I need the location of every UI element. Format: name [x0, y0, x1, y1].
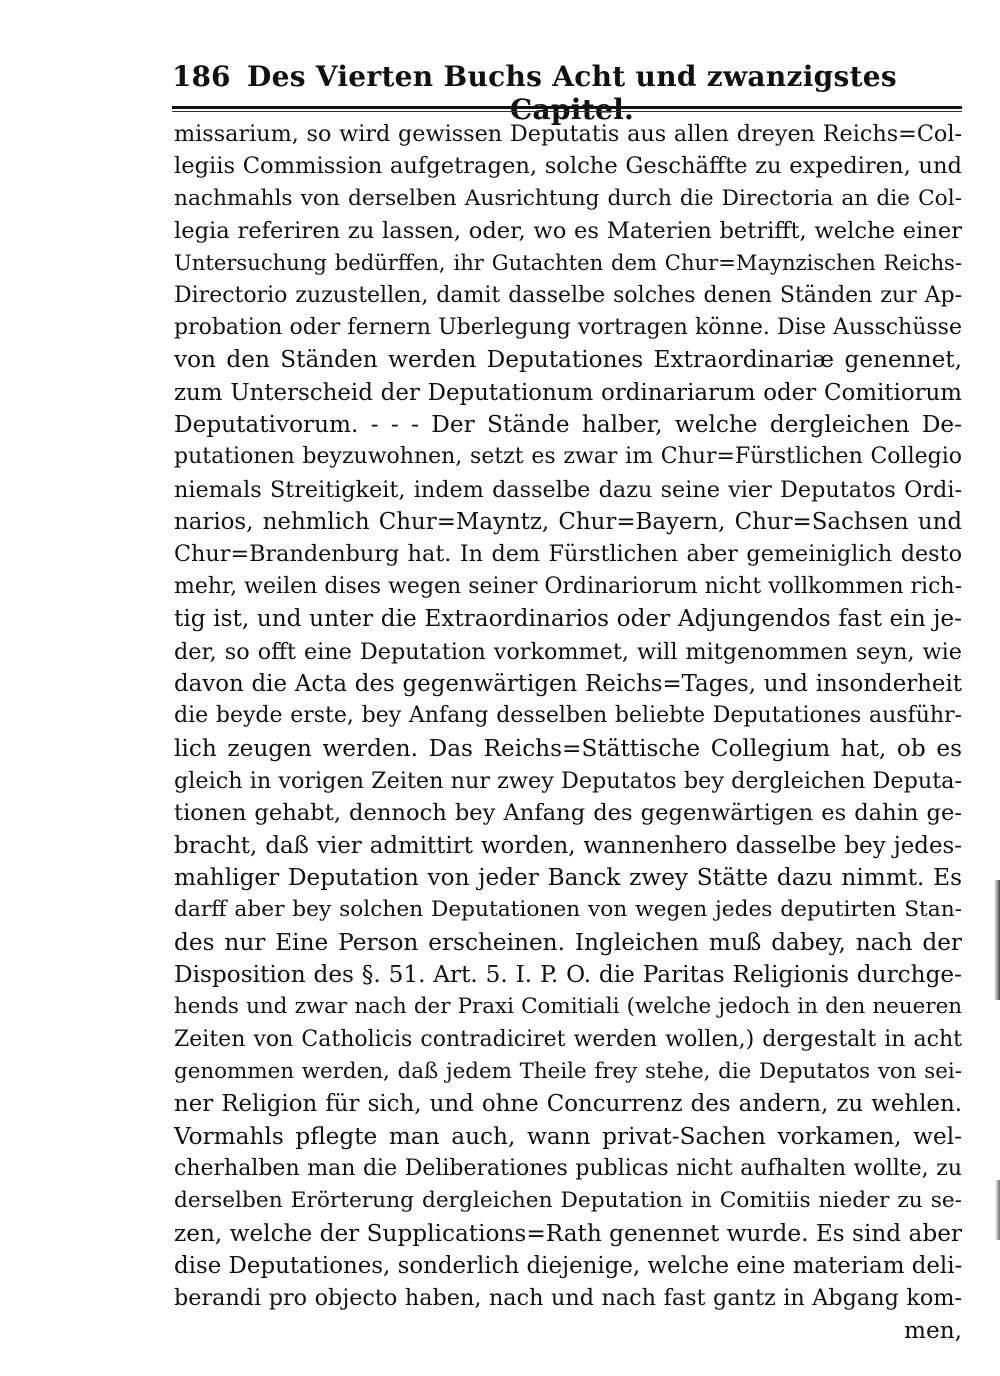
- body-text: [174, 118, 962, 1347]
- text-line: bracht, daß vier admittirt worden, wannenhero dasselbe bey jedes-: [174, 832, 962, 859]
- page-number: 186: [172, 60, 231, 93]
- catchword-line: men,: [903, 1316, 962, 1344]
- text-line: tig ist, und unter die Extraordinarios oder Adjungendos fast ein je-: [174, 605, 962, 633]
- header-rule: [172, 106, 962, 109]
- text-line: zum Unterscheid der Deputationum ordinariarum oder Comitiorum: [174, 379, 962, 406]
- text-line: des nur Eine Person erscheinen. Ingleichen muß dabey, nach der: [174, 928, 962, 956]
- text-line: lich zeugen werden. Das Reichs=Stättische Collegium hat, ob es: [174, 734, 962, 762]
- text-line: tionen gehabt, dennoch bey Anfang des gegenwärtigen es dahin ge-: [174, 800, 962, 827]
- text-line: Directorio zuzustellen, damit dasselbe solches denen Ständen zur Ap-: [174, 282, 962, 308]
- running-head: [172, 60, 962, 126]
- text-line: darff aber bey solchen Deputationen von wegen jedes deputirten Stan-: [174, 897, 962, 923]
- text-line: ner Religion für sich, und ohne Concurrenz des andern, zu wehlen.: [174, 1091, 962, 1118]
- text-line: putationen beyzuwohnen, setzt es zwar im Chur=Fürstlichen Collegio: [174, 444, 962, 470]
- text-line: missarium, so wird gewissen Deputatis aus allen dreyen Reichs=Col-: [174, 121, 962, 147]
- text-line: davon die Acta des gegenwärtigen Reichs=Tages, und insonderheit: [174, 670, 962, 697]
- text-line: Vormahls pflegte man auch, wann privat-Sachen vorkamen, wel-: [174, 1122, 962, 1150]
- text-line: mahliger Deputation von jeder Banck zwey Stätte dazu nimmt. Es: [174, 863, 962, 891]
- text-line: zen, welche der Supplications=Rath genennet wurde. Es sind aber: [174, 1219, 962, 1247]
- text-line: cherhalben man die Deliberationes publicas nicht aufhalten wollte, zu: [174, 1156, 962, 1181]
- text-line: narios, nehmlich Chur=Mayntz, Chur=Bayern, Chur=Sachsen und: [174, 509, 962, 536]
- page-edge-shadow: [994, 880, 1000, 1000]
- text-line: gleich in vorigen Zeiten nur zwey Deputatos bey dergleichen Deputa-: [174, 767, 962, 794]
- text-line: Deputativorum. - - - Der Stände halber, welche dergleichen De-: [174, 411, 962, 439]
- text-line: dise Deputationes, sonderlich diejenige, welche eine materiam deli-: [174, 1253, 963, 1280]
- text-line: mehr, weilen dises wegen seiner Ordinariorum nicht vollkommen rich-: [174, 573, 962, 599]
- text-line: die beyde erste, bey Anfang desselben beliebte Deputationes ausführ-: [174, 703, 962, 729]
- text-line: nachmahls von derselben Ausrichtung durch die Directoria an die Col-: [174, 185, 962, 211]
- text-line: hends und zwar nach der Praxi Comitiali (welche jedoch in den neueren: [174, 994, 962, 1020]
- text-line: von den Ständen werden Deputationes Extraordinariæ genennet,: [174, 346, 962, 374]
- text-line: legia referiren zu lassen, oder, wo es Materien betrifft, welche einer: [174, 218, 962, 245]
- header-rule-thin: [172, 111, 962, 112]
- text-line: derselben Erörterung dergleichen Deputation in Comitiis nieder zu se-: [174, 1188, 962, 1214]
- text-line: genommen werden, daß jedem Theile frey stehe, die Deputatos von sei-: [174, 1058, 962, 1084]
- running-title: Des Vierten Buchs Acht und zwanzigstes Capitel.: [247, 60, 897, 126]
- text-line: der, so offt eine Deputation vorkommet, will mitgenommen seyn, wie: [174, 638, 962, 665]
- text-line: Disposition des §. 51. Art. 5. I. P. O. die Paritas Religionis durchge-: [174, 960, 962, 988]
- text-line: niemals Streitigkeit, indem dasselbe dazu seine vier Deputatos Ordi-: [174, 476, 962, 503]
- text-line: probation oder fernern Uberlegung vortragen könne. Dise Ausschüsse: [174, 315, 962, 341]
- text-line: berandi pro objecto haben, nach und nach fast gantz in Abgang kom-: [174, 1285, 962, 1312]
- text-line: legiis Commission aufgetragen, solche Geschäffte zu expediren, und: [174, 153, 962, 180]
- text-line: Zeiten von Catholicis contradiciret werden wollen,) dergestalt in acht: [174, 1026, 962, 1052]
- text-line: Chur=Brandenburg hat. In dem Fürstlichen aber gemeiniglich desto: [174, 541, 962, 568]
- text-line: Untersuchung bedürffen, ihr Gutachten dem Chur=Maynzischen Reichs-: [174, 250, 962, 276]
- page-edge-shadow: [995, 1180, 1000, 1240]
